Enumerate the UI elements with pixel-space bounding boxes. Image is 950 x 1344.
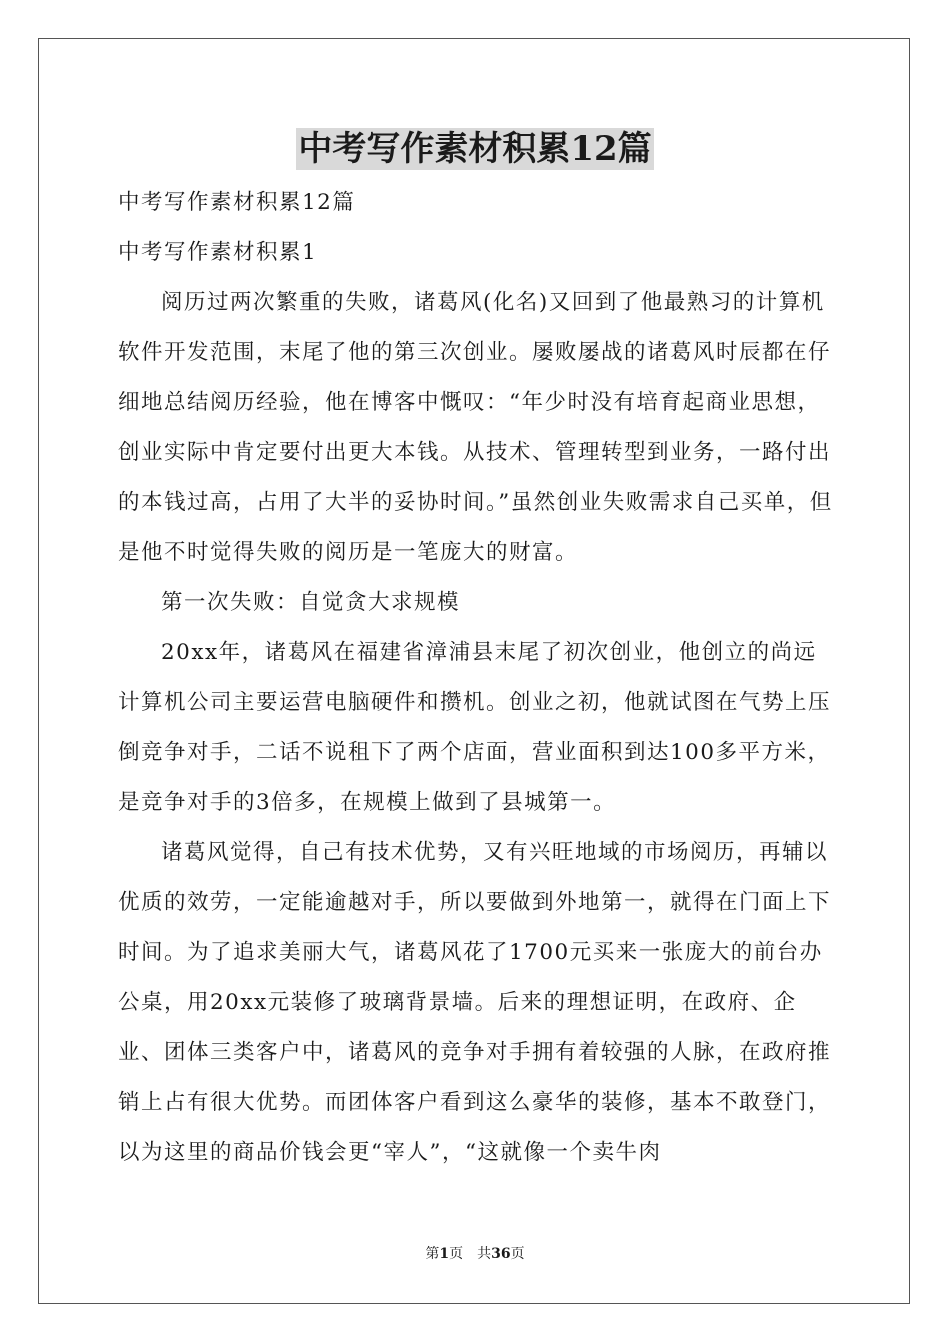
footer-middle: 页 共 — [449, 1246, 492, 1262]
current-page-number: 1 — [439, 1246, 450, 1262]
paragraph: 20xx年，诸葛风在福建省漳浦县末尾了初次创业，他创立的尚远计算机公司主要运营电脑硬件和攒机。创业之初，他就试图在气势上压倒竞争对手，二话不说租下了两个店面，营业面积到达100多平方米，是竞争对手的3倍多，在规模上做到了县城第一。 — [118, 640, 832, 815]
title-container — [0, 128, 950, 170]
paragraph: 阅历过两次繁重的失败，诸葛风(化名)又回到了他最熟习的计算机软件开发范围，末尾了他的第三次创业。屡败屡战的诸葛风时辰都在仔细地总结阅历经验，他在博客中慨叹：“年少时没有培育起商业思想，创业实际中肯定要付出更大本钱。从技术、管理转型到业务，一路付出的本钱过高，占用了大半的妥协时间。”虽然创业失败需求自己买单，但是他不时觉得失败的阅历是一笔庞大的财富。 — [118, 290, 833, 565]
document-body — [118, 178, 834, 1178]
document-title: 中考写作素材积累12篇 — [298, 129, 652, 169]
paragraph: 中考写作素材积累12篇 — [118, 190, 356, 215]
footer-prefix: 第 — [425, 1246, 440, 1262]
page-footer — [0, 1244, 950, 1264]
paragraph: 诸葛风觉得，自己有技术优势，又有兴旺地域的市场阅历，再辅以优质的效劳，一定能逾越对手，所以要做到外地第一，就得在门面上下时间。为了追求美丽大气，诸葛风花了1700元买来一张庞大的前台办公桌，用20xx元装修了玻璃背景墙。后来的理想证明，在政府、企业、团体三类客户中，诸葛风的竞争对手拥有着较强的人脉，在政府推销上占有很大优势。而团体客户看到这么豪华的装修，基本不敢登门，以为这里的商品价钱会更“宰人”，“这就像一个卖牛肉 — [118, 840, 832, 1165]
paragraph: 第一次失败：自觉贪大求规模 — [161, 590, 461, 615]
paragraph: 中考写作素材积累1 — [118, 240, 318, 265]
total-pages-number: 36 — [491, 1246, 511, 1262]
footer-suffix: 页 — [510, 1246, 525, 1262]
